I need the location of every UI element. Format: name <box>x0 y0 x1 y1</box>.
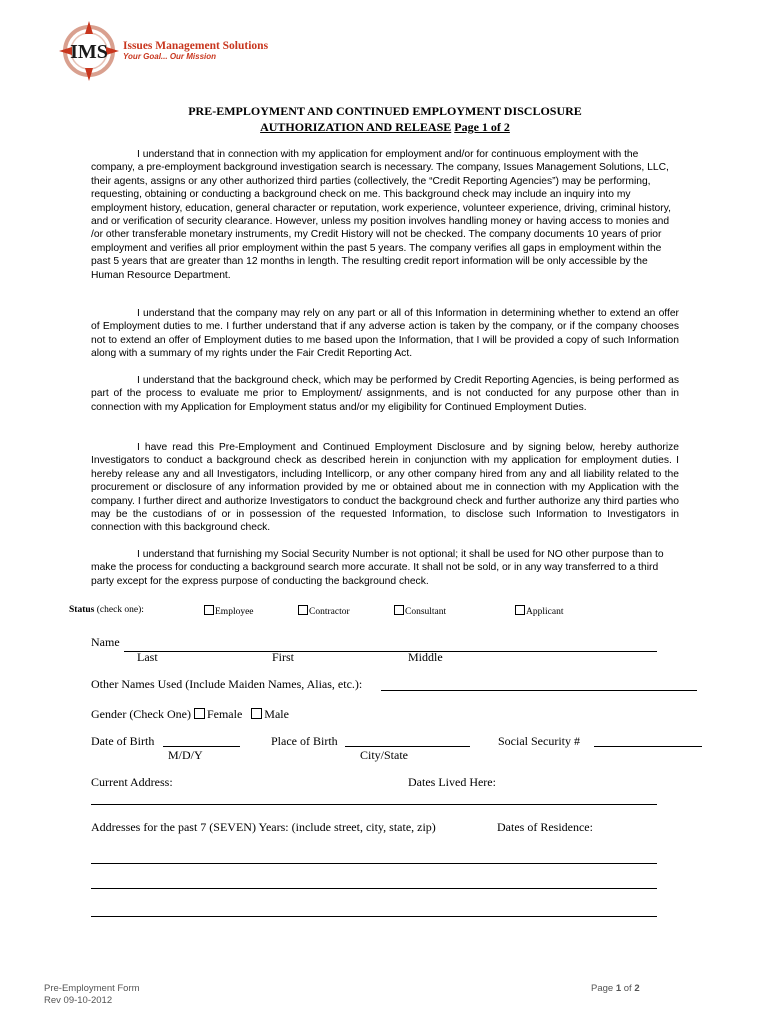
checkbox-icon[interactable] <box>298 605 308 615</box>
page-indicator: Page 1 of 2 <box>454 120 510 134</box>
gender-row <box>91 707 289 722</box>
status-option-contractor[interactable]: Contractor <box>298 605 350 617</box>
middle-name-label: Middle <box>408 650 443 664</box>
status-label: Status (check one): <box>69 605 144 615</box>
other-names-label: Other Names Used (Include Maiden Names, Alias, etc.): <box>91 677 363 691</box>
document-title: PRE-EMPLOYMENT AND CONTINUED EMPLOYMENT DISCLOSURE <box>188 104 582 118</box>
gender-male-option[interactable]: Male <box>251 707 289 721</box>
other-names-field[interactable] <box>381 690 697 691</box>
paragraph-3-text: I understand that the background check, which may be performed by Credit Reporting Agencies, is being performed as part of the process to evaluate me prior to Employment/ assignments, and is not conducted for any purpose other than in connection with my Application for Employment status and/or my eligibility for Continued Employment Duties. <box>91 375 679 413</box>
dates-residence-label: Dates of Residence: <box>497 820 593 834</box>
paragraph-2 <box>91 307 679 361</box>
footer-page-number: Page 1 of 2 <box>591 983 640 994</box>
checkbox-icon[interactable] <box>251 708 262 719</box>
ssn-label: Social Security # <box>498 734 580 748</box>
past-address-field-1[interactable] <box>91 863 657 864</box>
subtitle-underlined: AUTHORIZATION AND RELEASE <box>260 120 452 134</box>
paragraph-4 <box>91 441 679 535</box>
paragraph-1-text: I understand that in connection with my application for employment and/or for continuous employment with the company, a pre-employment background investigation search is necessary. The company, Issues Management Solutions, LLC, their agents, assigns or any other authorized third parties (collectively, the “Credit Reporting Agencies”) may be performing, requesting, obtaining or conducting a background check on me. This background check may include an inquiry into my employment history, education, general character or reputation, work experience, volunteer experience, driving, criminal history, and or verification of security clearance. However, unless my position involves handling money or having access to monies and /or other transferable monetary instruments, my Credit History will not be checked. The company documents 10 years of prior employment and verifies all prior employment within the past 5 years. The company verifies all gaps in employment within the past 5 years that are greater than 12 months in length. The resulting credit report information will be only accessible by the Human Resource Department. <box>91 149 671 281</box>
dob-label: Date of Birth <box>91 734 155 748</box>
logo-letters: IMS <box>70 41 108 63</box>
pob-label: Place of Birth <box>271 734 338 748</box>
checkbox-icon[interactable] <box>194 708 205 719</box>
company-logo <box>58 20 120 82</box>
name-label: Name <box>91 635 120 649</box>
current-address-field[interactable] <box>91 804 657 805</box>
footer-form-name: Pre-Employment Form <box>44 983 140 994</box>
past-address-field-3[interactable] <box>91 916 657 917</box>
paragraph-5 <box>91 548 679 588</box>
gender-female-option[interactable]: Female <box>194 707 242 721</box>
pob-format-hint: City/State <box>360 748 408 762</box>
paragraph-5-text: I understand that furnishing my Social Security Number is not optional; it shall be used for NO other purpose than to make the process for conducting a background search more accurate. It shall not be sold, or in any way transferred to a third party except for the express purpose of conducting the background check. <box>91 549 664 587</box>
name-field[interactable] <box>124 651 657 652</box>
first-name-label: First <box>272 650 295 664</box>
paragraph-4-text: I have read this Pre-Employment and Continued Employment Disclosure and by signing below, hereby authorize Investigators to conduct a background check as described herein in conjunction with my application for employment duties. I hereby release any and all Investigators, including Intellicorp, or any other company hired from any and all liability related to the procurement or disclosure of any information provided by me or obtained about me in connection with my Application with the company. I further direct and authorize Investigators to conduct the background check and further authorize any third parties who may be the custodians of or in possession of the requested Information, to disclose such Information to Investigators in connection with this background check. <box>91 442 679 534</box>
paragraph-3 <box>91 374 679 414</box>
last-name-label: Last <box>137 650 158 664</box>
checkbox-icon[interactable] <box>394 605 404 615</box>
company-name: Issues Management Solutions <box>123 40 269 52</box>
current-address-label: Current Address: <box>91 775 173 789</box>
company-tagline: Your Goal... Our Mission <box>123 52 217 61</box>
dob-field[interactable] <box>163 746 240 747</box>
checkbox-icon[interactable] <box>204 605 214 615</box>
past-addresses-label: Addresses for the past 7 (SEVEN) Years: (include street, city, state, zip) <box>91 820 436 834</box>
past-address-field-2[interactable] <box>91 888 657 889</box>
status-option-employee[interactable]: Employee <box>204 605 254 617</box>
checkbox-icon[interactable] <box>515 605 525 615</box>
dates-lived-label: Dates Lived Here: <box>408 775 496 789</box>
document-subtitle <box>0 120 770 135</box>
pob-field[interactable] <box>345 746 470 747</box>
gender-label: Gender (Check One) <box>91 707 191 721</box>
paragraph-1 <box>91 148 679 282</box>
footer-revision: Rev 09-10-2012 <box>44 995 113 1006</box>
status-option-applicant[interactable]: Applicant <box>515 605 563 617</box>
paragraph-2-text: I understand that the company may rely on any part or all of this Information in determining whether to extend an offer of Employment duties to me. I further understand that if any adverse action is taken by the company, or if the company chooses not to extend an offer of Employment duties to me based upon the Information, that I will be provided a copy of such Information along with a summary of my rights under the Fair Credit Reporting Act. <box>91 308 679 360</box>
status-option-consultant[interactable]: Consultant <box>394 605 446 617</box>
ssn-field[interactable] <box>594 746 702 747</box>
dob-format-hint: M/D/Y <box>168 748 203 762</box>
